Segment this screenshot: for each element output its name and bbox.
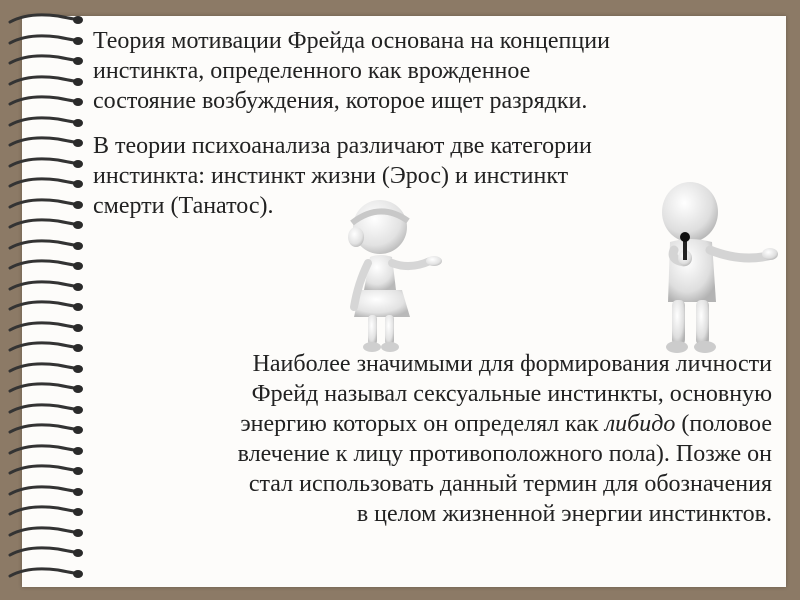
spiral-ring [8,215,88,232]
paragraph-freud-theory [93,26,773,116]
spiral-ring [8,10,88,27]
female-figure-icon [330,195,460,355]
spiral-ring [8,51,88,68]
spiral-ring [8,379,88,396]
spiral-ring [8,297,88,314]
spiral-ring [8,277,88,294]
paragraph-libido [96,349,772,529]
paragraph3-line4: влечение к лицу противоположного пола). Позже он [237,441,772,467]
spiral-ring [8,400,88,417]
paragraph3-line3-end: (половое [675,411,772,437]
spiral-ring [8,359,88,376]
spiral-ring [8,236,88,253]
spiral-ring [8,133,88,150]
paragraph3-line2: Фрейд называл сексуальные инстинкты, основную [251,381,772,407]
paragraph2-line3: смерти (Танатос). [93,193,274,219]
paragraph3-line3-start: энергию которых он определял как [240,411,605,437]
spiral-ring [8,195,88,212]
spiral-ring [8,318,88,335]
male-speaker-figure-icon [640,180,780,360]
spiral-ring [8,461,88,478]
spiral-ring [8,482,88,499]
spiral-ring [8,72,88,89]
paragraph3-line6: в целом жизненной энергии инстинктов. [356,501,772,527]
spiral-ring [8,543,88,560]
spiral-ring [8,174,88,191]
spiral-binding-icon [0,10,90,595]
paragraph1-line3: состояние возбуждения, которое ищет разрядки. [93,88,588,114]
paragraph3-line1: Наиболее значимыми для формирования личности [252,351,772,377]
paragraph3-line5: стал использовать данный термин для обозначения [248,471,772,497]
spiral-ring [8,113,88,130]
paragraph1-line2: инстинкта, определенного как врожденное [93,58,531,84]
spiral-ring [8,523,88,540]
spiral-ring [8,564,88,581]
spiral-ring [8,420,88,437]
paragraph2-line2: инстинкта: инстинкт жизни (Эрос) и инстинкт [93,163,569,189]
spiral-ring [8,154,88,171]
spiral-ring [8,502,88,519]
spiral-ring [8,31,88,48]
spiral-ring [8,338,88,355]
spiral-ring [8,441,88,458]
paragraph1-line1: Теория мотивации Фрейда основана на концепции [93,28,610,54]
spiral-ring [8,256,88,273]
spiral-ring [8,92,88,109]
paragraph2-line1: В теории психоанализа различают две категории [93,133,592,159]
libido-term: либидо [604,411,676,437]
paragraph3-line3 [96,409,772,439]
